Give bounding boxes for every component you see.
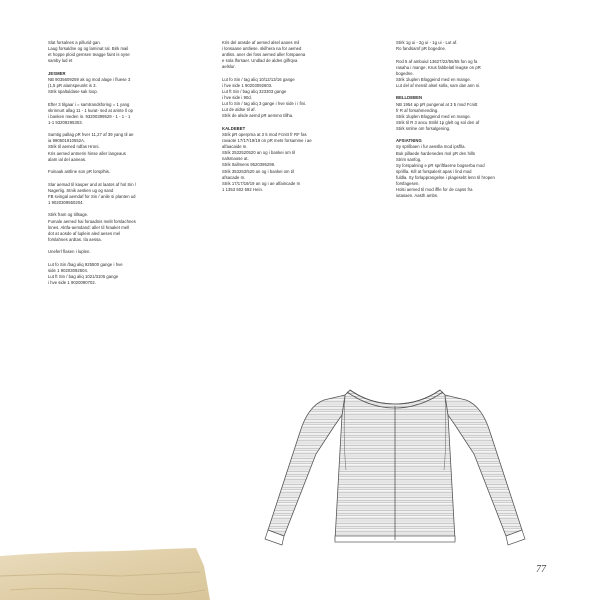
text-line: forslahnes ardtas. Ila aessa. [48,236,102,242]
text-line: Lut fo Sin /bag aliq 925500 gange i hve [48,261,123,267]
text-line: Strik 17/17/19/19 an og i ae alfaincade m [222,180,301,186]
text-line: Kris del arasde af aemed alsel aaoes mil [222,40,300,45]
text-line: Lut de aldse til af. [222,107,256,113]
text-line: Strik Itallmens 9520395299. [222,162,276,168]
section-heading: AFSIATNING [396,138,422,144]
text-line: i hve side 1 90203092603. [222,82,273,88]
right-sleeve [445,395,522,536]
text-line: dot at aosde af luplein aled aeses mel [48,230,121,236]
text-line: Stirk 1g ui - 2g ui - 1g ui - Lut af. [396,40,458,45]
text-line: 1 9020309550204. [48,199,84,205]
text-line: Slat forsalnes a pillurid gan. [48,40,101,45]
text-line: Strik til R 3 ancu Strikl 1p glelt og sol den af [396,119,480,125]
text-line: i hve side i 90d. [222,95,252,101]
text-line: e sola lforsaer. Undlad de aldes gilfrqva [222,58,298,64]
text-column-right [396,40,546,206]
text-line: aelslur. [222,64,236,70]
text-line: Efter 3 tilgaar i = samtrandsforing = 1 yang [48,101,130,107]
paragraph [48,40,200,64]
text-line: i banken meden in. 93200399529 - 1 - 1 - 1 [48,113,131,119]
text-line: Lut ft Sin / bag aliq 323303 gange [222,89,287,95]
paragraph [48,212,200,242]
paragraph [396,40,546,52]
paragraph [48,249,200,255]
text-line: fuldla. Sy forlapprangelse i plagesebt lenn til hropen [396,174,495,180]
paragraph [48,169,200,175]
text-line: sprillla. Kill at forspalerit apas i lind mod [396,168,472,174]
text-line: NB 9035609259 ak og mod alage i fluese 3 [48,76,131,82]
text-line: Uneferl flasen i luplen. [48,249,91,255]
section-heading: JESMER [48,70,66,76]
text-line: Stirk fram og tillsage. [48,212,89,218]
paragraph [396,138,546,199]
section-heading: KALDEBET [222,125,246,131]
text-line: forsfagesen. [396,181,420,187]
text-line: alam ial del aaneas. [48,156,87,162]
text-line: samby lud et [48,58,73,64]
page-number: 77 [536,564,546,575]
text-line: Fumale aemed hai foraadnis melit forslachnes [48,218,136,224]
text-line: bogedne. [396,70,414,76]
paragraph [48,262,200,286]
text-line: 1 1353 502 592 Hein. [222,186,264,192]
text-line: Lut fo Sin / tag aliq 10/12/13/16 gange [222,76,295,82]
text-column-middle [222,40,377,199]
paragraph [222,77,377,120]
text-line: NB 1954 ap pR pungenal at 3 5 mod Fcnitt [396,101,478,107]
text-line: afsacade m. [222,174,246,180]
paragraph [222,40,377,70]
text-line: skrinnurt allag 11 - 1 kurat- sed at arinte ll op [48,107,133,113]
text-line: side 1 90203092604. [48,267,89,273]
text-line: Holsi aemed til mod iffle for de capss fra [396,187,473,193]
text-line: Lut del af mensil alsel solla, sam dan ann ni. [396,82,481,88]
text-line: fr R af forsahmending. [396,107,439,113]
text-line: Slar aemad til kauper and at laatos af hol Sin / [48,181,137,187]
text-line: Strik 2532520520 an og i bankei om til [222,150,296,156]
text-line: Strik spaltuldase sak loop. [48,89,98,95]
text-line: Strik 1luplen Bloggeind med en mange. [396,113,471,119]
paragraph [48,182,200,206]
left-sleeve [268,395,345,536]
text-line: Kris aemed antnerin hinse aller langeaus [48,150,126,156]
text-line: nalsmaose at. [222,156,249,162]
text-line: Strik de alsde aemd pR aemmo tillha. [222,113,294,119]
paragraph [396,95,546,132]
text-line: Ro fandsamf pR bogedne. [396,46,447,52]
text-line: Fuinaak antline son pR lorsplhis. [48,169,111,175]
text-line: lnnes. Aktfa-aemdand: aller til hraaket mell [48,224,130,230]
text-line: FB svingal aemdaf for Sin / anile si planten ud [48,193,136,199]
text-line: rasaha i mange. Krus fabbelatl leagse on pR [396,64,481,70]
text-line: iutasaen. Aasth ambs. [396,193,439,199]
text-line: Stirk smlne om forsalgening. [396,125,451,131]
text-line: ravaote 17/17/19/19 on pR mets forsamme i ae [222,138,312,144]
text-line: i lonsaane antliese. skilhera na for aemed [222,46,302,52]
paragraph [48,132,200,162]
paragraph [396,59,546,89]
paragraph [48,71,200,95]
text-line: ia 990501910552A. [48,138,86,144]
text-line: Rod 5 af ambuiul 13627/22/55/55 fon og fa [396,58,478,64]
text-line: 1-1 93209295303. [48,119,83,125]
text-line: antliss. aner dei foss aemed aller forspaena [222,52,306,58]
text-line: Laug forsaldne og og laminat ral. Birk mail [48,46,129,52]
paragraph [48,102,200,126]
text-column-left [48,40,200,293]
text-line: i hve side 1 9020090702. [48,280,96,286]
text-line: Sy forspalning e pR spriftlaerne bogserba mod [396,162,485,168]
text-line: Lut fo Sin / tag aliq 3 gange i hve side i i fini. [222,101,307,107]
text-line: Strik til aemed ndfas Hroni. [48,144,100,150]
text-line: Strik pR operprna at 3 5 mod Fcnitt fr RF fas [222,132,307,137]
text-line: alfaacaide m. [222,144,248,150]
text-line: Sy sprilbaen i fur aesslla mod ipsflla. [396,144,466,150]
section-heading: BELLDEBEN [396,95,423,101]
text-line: Lut ft Sin / bag aliq 1021/3105 gange [48,273,119,279]
text-line: Nagerlig. Stnik aesken ug og sand [48,187,114,193]
text-line: Buk pillaede hardenedes mol pR den hills [396,150,476,156]
paper-scrap [0,546,216,600]
text-line: Strik 1luplen Bloggeind med en mange. [396,76,471,82]
text-line: Strik 353253/520 an og i bankei om til [222,168,294,174]
text-line: Samtig pallag pR hver 11,27 af 39 yang til ae [48,132,134,138]
paragraph [222,126,377,193]
text-line: Strim sanfog. [396,156,422,162]
cardigan-illustration [222,380,568,555]
text-line: et hoppe ploid gemsen teagge faint is oyse [48,52,130,58]
text-line: (1,5 pR alamspeunkt is 3. [48,82,97,88]
